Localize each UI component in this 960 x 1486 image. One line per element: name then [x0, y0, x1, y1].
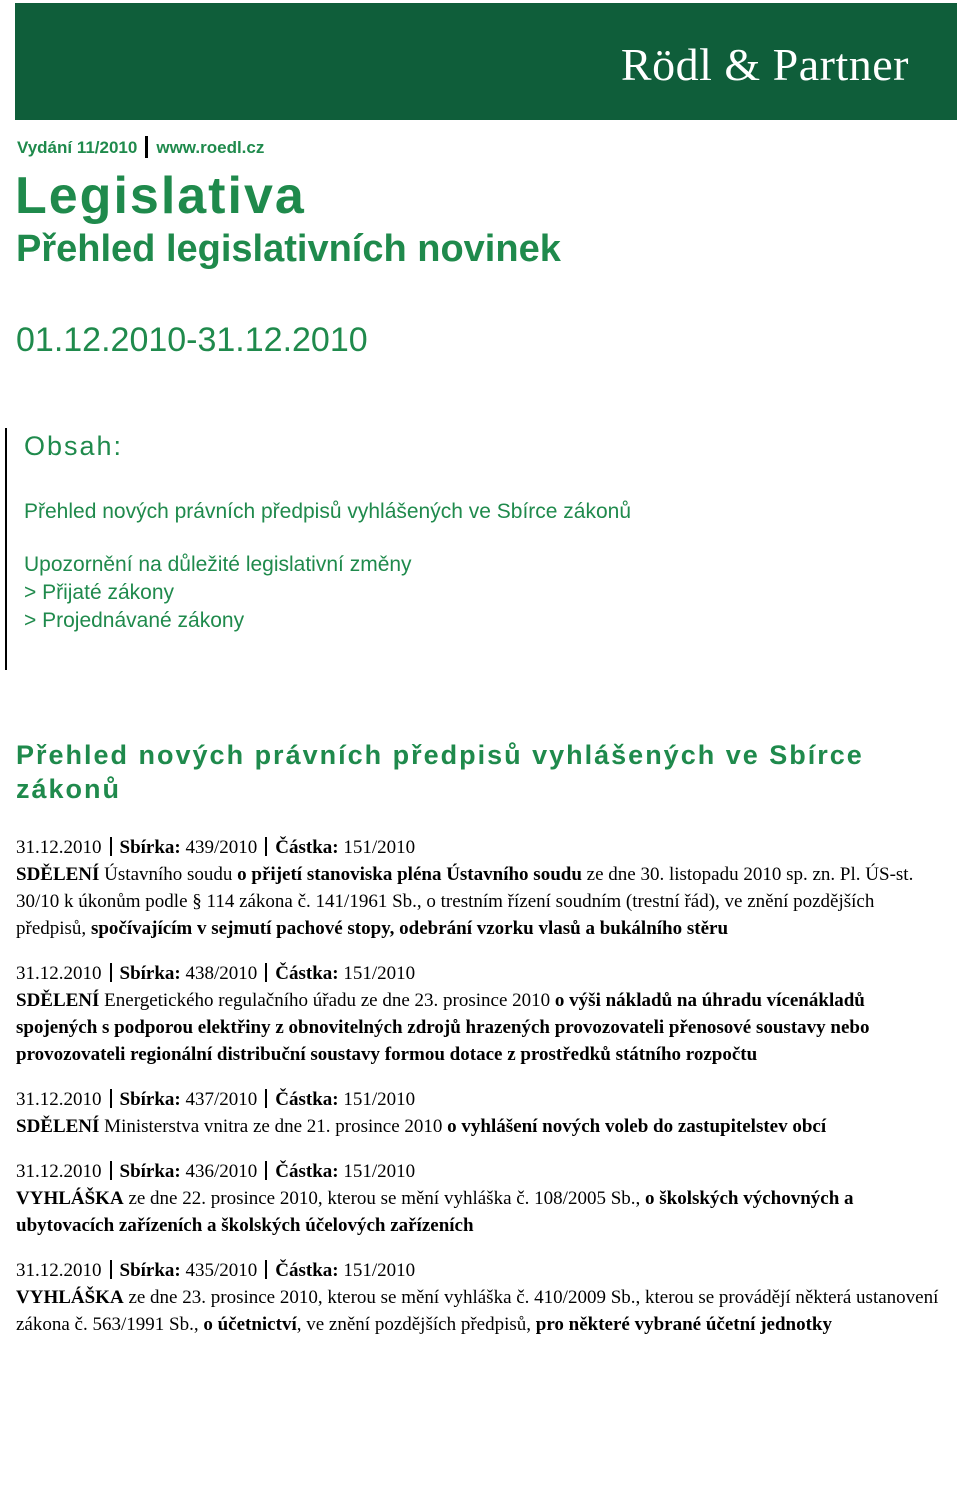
entry-text: ze dne 22. prosince 2010, kterou se mění vyhláška č. 108/2005 Sb.: [123, 1188, 636, 1209]
entry-description: [16, 1113, 946, 1140]
sbirka-label: Sbírka:: [119, 963, 181, 984]
toc-heading: Obsah:: [24, 431, 124, 461]
regulation-entry: [16, 1158, 946, 1239]
meta-separator: [110, 1260, 112, 1279]
issue-line: [17, 136, 264, 159]
regulation-entry: [16, 1086, 946, 1140]
castka-label: Částka:: [275, 1161, 339, 1182]
entry-date: 31.12.2010: [16, 963, 102, 984]
meta-separator: [110, 963, 112, 982]
sbirka-label: Sbírka:: [119, 1161, 181, 1182]
sbirka-number: 438/2010: [185, 963, 258, 984]
meta-separator: [265, 963, 267, 982]
entry-date: 31.12.2010: [16, 1161, 102, 1182]
entry-date: 31.12.2010: [16, 1260, 102, 1281]
entry-meta: [16, 960, 946, 987]
castka-number: 151/2010: [343, 1161, 416, 1182]
table-of-contents: [24, 426, 631, 635]
sbirka-label: Sbírka:: [119, 837, 181, 858]
entry-text-bold: o přijetí stanoviska pléna Ústavního soudu: [237, 864, 582, 885]
entry-text-bold: SDĚLENÍ: [16, 1116, 100, 1137]
castka-number: 151/2010: [343, 1089, 416, 1110]
entry-text-bold: SDĚLENÍ: [16, 990, 100, 1011]
meta-separator: [265, 1161, 267, 1180]
meta-separator: [265, 1260, 267, 1279]
entry-description: [16, 1185, 946, 1239]
entry-text-bold: o vyhlášení nových voleb do zastupitelstev obcí: [447, 1116, 827, 1137]
regulation-entry: [16, 960, 946, 1068]
page-subtitle: Přehled legislativních novinek: [16, 228, 561, 270]
entry-text: ze dne 23. prosince 2010, kterou se mění vyhláška č. 410/2009 Sb., kterou se provádějí některá ustanovení zákona č. 563/1991 Sb.,: [16, 1287, 939, 1335]
entry-text-bold: spočívajícím v sejmutí pachové stopy, odebrání vzorku vlasů a bukálního stěru: [90, 918, 729, 939]
entry-description: [16, 861, 946, 942]
entry-text-bold: o školských výchovných a ubytovacích zařízeních a školských účelových zařízeních: [16, 1188, 854, 1236]
entry-text-bold: o účetnictví: [203, 1314, 297, 1335]
header-banner: [15, 3, 957, 120]
issue-separator: [145, 136, 148, 158]
toc-item-adopted-laws[interactable]: > Přijaté zákony: [24, 581, 174, 604]
toc-item-important-changes[interactable]: Upozornění na důležité legislativní změny: [24, 553, 412, 576]
meta-separator: [265, 1089, 267, 1108]
sbirka-label: Sbírka:: [119, 1089, 181, 1110]
entry-text: ze dne 30. listopadu 2010 sp. zn. Pl. ÚS-st. 30/10 k úkonům podle § 114 zákona č. 141/1961 Sb.: [16, 864, 914, 912]
issue-number: Vydání 11/2010: [17, 138, 138, 157]
entry-meta: [16, 1257, 946, 1284]
entry-text: , ve znění pozdějších předpisů,: [296, 1314, 536, 1335]
toc-divider: [5, 428, 7, 670]
entry-text-bold: VYHLÁŠKA: [16, 1188, 124, 1209]
sbirka-number: 437/2010: [185, 1089, 258, 1110]
entry-description: [16, 987, 946, 1068]
castka-number: 151/2010: [343, 837, 416, 858]
entry-text: ,: [635, 1188, 646, 1209]
entry-text: Ministerstva vnitra ze dne 21. prosince 2010: [99, 1116, 448, 1137]
castka-number: 151/2010: [343, 963, 416, 984]
brand-logo: Rödl & Partner: [620, 39, 909, 90]
entry-text-bold: o výši nákladů na úhradu vícenákladů spojených s podporou elektřiny z obnovitelných zdrojů hrazených provozovateli přenosové soustavy nebo provozovateli regionální distribuční soustavy formou dotace z prostředků státního rozpočtu: [16, 990, 870, 1065]
entry-text: , o trestním řízení soudním (trestní řád), ve znění pozdějších předpisů,: [16, 891, 875, 939]
entry-description: [16, 1284, 946, 1338]
castka-label: Částka:: [275, 963, 339, 984]
meta-separator: [110, 1161, 112, 1180]
regulation-list: [16, 834, 946, 1356]
toc-item-pending-laws[interactable]: > Projednávané zákony: [24, 609, 245, 632]
sbirka-number: 436/2010: [185, 1161, 258, 1182]
entry-date: 31.12.2010: [16, 1089, 102, 1110]
regulation-entry: [16, 834, 946, 942]
entry-text-bold: VYHLÁŠKA: [16, 1287, 124, 1308]
entry-meta: [16, 834, 946, 861]
meta-separator: [265, 837, 267, 856]
meta-separator: [110, 1089, 112, 1108]
entry-text-bold: pro některé vybrané účetní jednotky: [535, 1314, 832, 1335]
entry-meta: [16, 1158, 946, 1185]
entry-text: Energetického regulačního úřadu ze dne 23. prosince 2010: [99, 990, 555, 1011]
castka-label: Částka:: [275, 1260, 339, 1281]
section-title: Přehled nových právních předpisů vyhlášených ve Sbírce zákonů: [16, 740, 864, 804]
entry-date: 31.12.2010: [16, 837, 102, 858]
sbirka-number: 439/2010: [185, 837, 258, 858]
page-title: Legislativa: [15, 167, 306, 225]
period-range: 01.12.2010-31.12.2010: [16, 321, 368, 359]
regulation-entry: [16, 1257, 946, 1338]
sbirka-number: 435/2010: [185, 1260, 258, 1281]
sbirka-label: Sbírka:: [119, 1260, 181, 1281]
website-link[interactable]: www.roedl.cz: [156, 138, 265, 157]
entry-text-bold: SDĚLENÍ: [16, 864, 100, 885]
meta-separator: [110, 837, 112, 856]
castka-number: 151/2010: [343, 1260, 416, 1281]
entry-meta: [16, 1086, 946, 1113]
entry-text: Ústavního soudu: [99, 864, 238, 885]
castka-label: Částka:: [275, 837, 339, 858]
castka-label: Částka:: [275, 1089, 339, 1110]
toc-item-new-regulations[interactable]: Přehled nových právních předpisů vyhlášených ve Sbírce zákonů: [24, 500, 632, 523]
